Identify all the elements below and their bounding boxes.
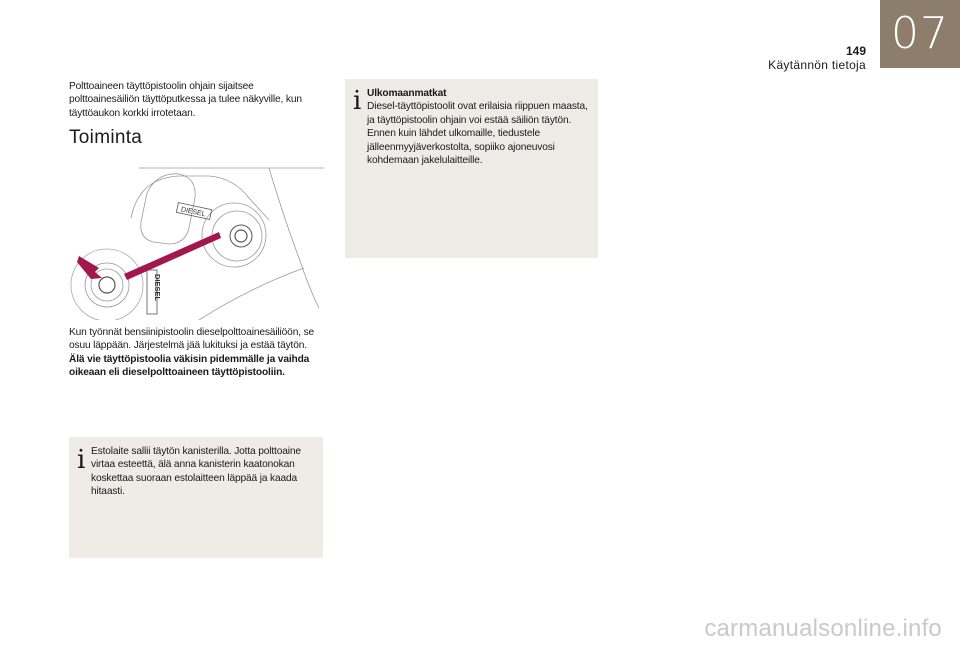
warning-text: Älä vie täyttöpistoolia väkisin pidemmälle ja vaihda oikeaan eli dieselpolttoaineen täyttöpistooliin. [69, 353, 310, 379]
intro-paragraph: Polttoaineen täyttöpistoolin ohjain sijaitsee polttoainesäiliön täyttöputkessa ja tulee näkyville, kun täyttöaukon korkki irrotetaan. [69, 81, 302, 119]
info-icon: i [353, 86, 362, 116]
info-note-canister [69, 437, 323, 558]
filler-neck-core [235, 230, 247, 242]
watermark: carmanualsonline.info [704, 615, 942, 642]
body-text: Kun työnnät bensiinipistoolin dieselpolttoainesäiliöön, se osuu läppään. Järjestelmä jää lukituksi ja estää täytön. [69, 327, 315, 352]
info-icon: i [77, 445, 86, 475]
inset-tag-label: DIESEL [153, 274, 162, 302]
fuel-nozzle-guide-illustration [69, 158, 324, 320]
chapter-number-tab: 07 [880, 0, 960, 68]
note-text: Estolaite sallii täytön kanisterilla. Jotta polttoaine virtaa esteettä, älä anna kanisterin kaatonokan koskettaa suoraan estolaitteen läppää ja kaada hitaasti. [91, 446, 301, 498]
body-paragraph [69, 326, 329, 380]
note-title: Ulkomaanmatkat [367, 88, 447, 99]
pointer-arrow [77, 256, 102, 279]
info-note-abroad [345, 79, 598, 258]
door-tag-label: DIESEL [180, 206, 207, 219]
filler-neck-inner [230, 225, 252, 247]
pointer-arrow [124, 232, 221, 280]
note-text: Diesel-täyttöpistoolit ovat erilaisia riippuen maasta, ja täyttöpistoolin ohjain voi estää säiliön täytön. Ennen kuin lähdet ulkomaille, tiedustele jälleenmyyjäverkostolta, sopiiko ajoneuvosi kohdemaan jakelulaitteille. [367, 101, 588, 167]
chapter-title: Käytännön tietoja [768, 58, 866, 72]
filler-neck-ring [202, 203, 266, 267]
inset-filler-core [99, 277, 115, 293]
section-heading: Toiminta [69, 127, 143, 148]
body-panel-line [199, 268, 304, 320]
body-panel-line [269, 168, 319, 308]
page-number: 149 [845, 44, 866, 58]
note-body [367, 87, 593, 167]
